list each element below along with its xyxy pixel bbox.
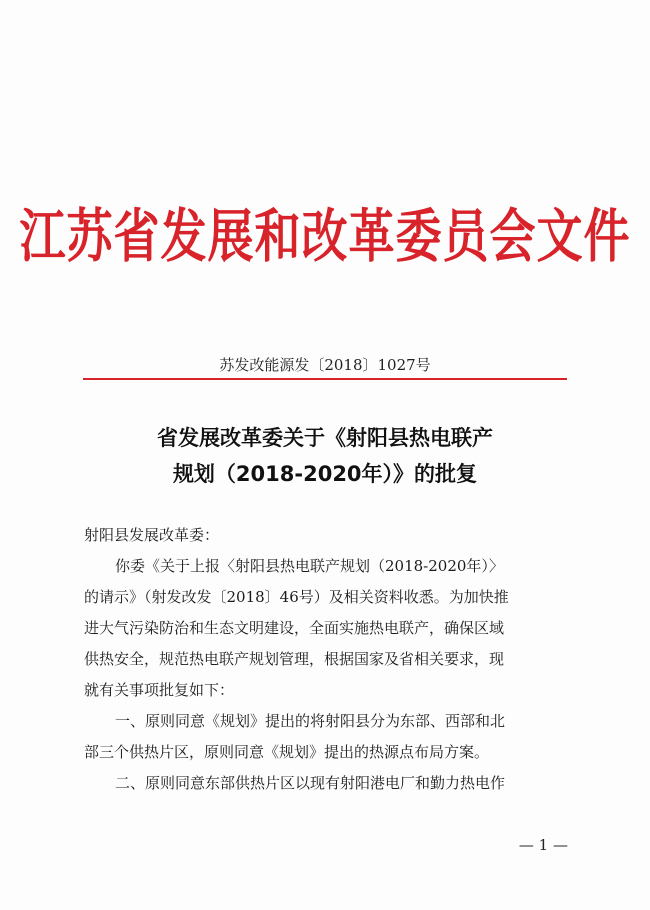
addressee: 射阳县发展改革委： [84, 526, 220, 544]
body-line: 一、原则同意《规划》提出的将射阳县分为东部、西部和北 [115, 712, 506, 730]
subject-line-1: 省发展改革委关于《射阳县热电联产 [157, 426, 493, 450]
body-line: 进大气污染防治和生态文明建设，全面实施热电联产，确保区域 [84, 619, 505, 637]
document-subject [0, 420, 650, 492]
body-line: 部三个供热片区，原则同意《规划》提出的热源点布局方案。 [84, 743, 490, 761]
document-number: 苏发改能源发〔2018〕1027号 [219, 356, 431, 374]
body-line: 你委《关于上报〈射阳县热电联产规划（2018-2020年）〉 [115, 557, 504, 575]
document-body [84, 520, 570, 799]
body-line: 供热安全，规范热电联产规划管理，根据国家及省相关要求，现 [84, 650, 505, 668]
body-line: 二、原则同意东部供热片区以现有射阳港电厂和勤力热电作 [115, 774, 506, 792]
body-line: 就有关事项批复如下： [84, 681, 235, 699]
page-number: — 1 — [518, 836, 568, 854]
subject-line-2: 规划（2018-2020年）》的批复 [172, 462, 478, 486]
issuer-header: 江苏省发展和改革委员会文件 [19, 202, 631, 270]
red-divider-line [83, 378, 567, 380]
body-line: 的请示》（射发改发〔2018〕46号）及相关资料收悉。为加快推 [84, 588, 509, 606]
